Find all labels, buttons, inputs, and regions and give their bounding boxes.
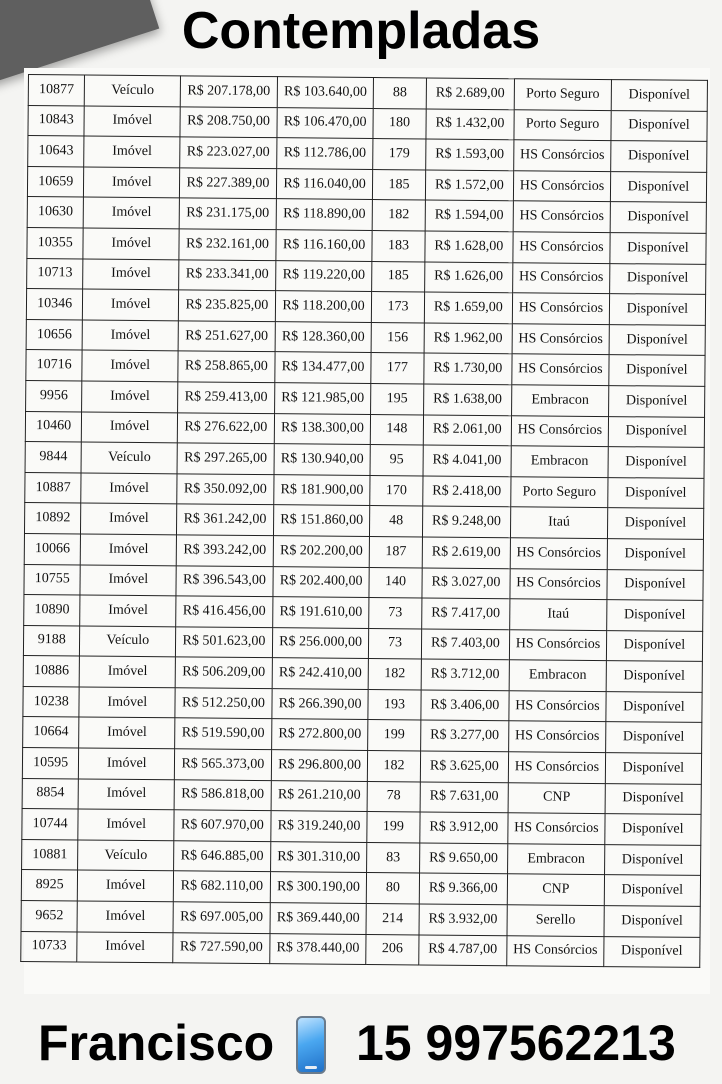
cell-installment-value: R$ 7.417,00 [421, 598, 510, 629]
cell-quota-id: 10630 [27, 197, 84, 228]
cell-installments-count: 140 [369, 567, 421, 598]
cell-installments-count: 83 [367, 842, 419, 873]
cell-status: Disponível [609, 263, 705, 294]
cell-installments-count: 199 [367, 812, 419, 843]
cell-entry-value: R$ 301.310,00 [270, 841, 367, 872]
cell-administrator: Embracon [511, 446, 608, 477]
cell-administrator: HS Consórcios [510, 629, 607, 660]
cell-installment-value: R$ 1.572,00 [425, 170, 514, 201]
cell-entry-value: R$ 116.040,00 [276, 168, 373, 199]
cell-status: Disponível [604, 906, 700, 937]
cell-status: Disponível [610, 141, 706, 172]
cell-entry-value: R$ 130.940,00 [274, 444, 371, 475]
cell-installment-value: R$ 3.027,00 [422, 567, 511, 598]
cell-status: Disponível [608, 447, 704, 478]
cell-credit-value: R$ 208.750,00 [180, 106, 277, 137]
cell-installments-count: 199 [368, 720, 420, 751]
contact-phone: 15 997562213 [356, 1015, 676, 1071]
cell-status: Disponível [608, 477, 704, 508]
cell-installments-count: 183 [372, 230, 424, 261]
cell-type: Imóvel [80, 656, 176, 687]
cell-installments-count: 180 [373, 108, 425, 139]
cell-entry-value: R$ 138.300,00 [274, 413, 371, 444]
cell-credit-value: R$ 727.590,00 [173, 932, 270, 963]
cell-status: Disponível [605, 753, 701, 784]
cell-installment-value: R$ 1.432,00 [426, 109, 515, 140]
cell-type: Imóvel [80, 595, 176, 626]
cell-installment-value: R$ 1.628,00 [424, 231, 513, 262]
cell-installments-count: 195 [371, 383, 423, 414]
cell-entry-value: R$ 103.640,00 [277, 77, 374, 108]
cell-installment-value: R$ 1.638,00 [423, 384, 512, 415]
cell-type: Imóvel [82, 381, 178, 412]
cell-quota-id: 10892 [24, 503, 81, 534]
cell-installment-value: R$ 4.041,00 [423, 445, 512, 476]
cell-administrator: Embracon [508, 844, 605, 875]
cell-administrator: HS Consórcios [510, 538, 607, 569]
cell-entry-value: R$ 191.610,00 [272, 597, 369, 628]
cell-quota-id: 10066 [24, 533, 81, 564]
cell-administrator: CNP [507, 874, 604, 905]
cell-quota-id: 10355 [27, 227, 84, 258]
cell-administrator: HS Consórcios [514, 140, 611, 171]
cell-type: Imóvel [79, 748, 175, 779]
cell-status: Disponível [609, 324, 705, 355]
cell-credit-value: R$ 519.590,00 [175, 718, 272, 749]
cell-installment-value: R$ 1.626,00 [424, 262, 513, 293]
cell-quota-id: 9844 [25, 442, 82, 473]
cell-installments-count: 173 [372, 292, 424, 323]
cell-quota-id: 10656 [26, 319, 83, 350]
cell-quota-id: 10643 [28, 136, 85, 167]
cell-type: Imóvel [82, 350, 178, 381]
cell-administrator: HS Consórcios [514, 171, 611, 202]
cell-credit-value: R$ 276.622,00 [177, 412, 274, 443]
cell-credit-value: R$ 223.027,00 [180, 137, 277, 168]
cell-installment-value: R$ 3.625,00 [420, 751, 509, 782]
cell-type: Imóvel [84, 106, 180, 137]
cell-installment-value: R$ 9.248,00 [422, 506, 511, 537]
cell-type: Imóvel [84, 167, 180, 198]
cell-quota-id: 9652 [21, 901, 78, 932]
cell-quota-id: 10713 [27, 258, 84, 289]
cell-status: Disponível [605, 814, 701, 845]
cell-quota-id: 10716 [26, 350, 83, 381]
cell-credit-value: R$ 297.265,00 [177, 443, 274, 474]
cell-quota-id: 10877 [28, 75, 85, 106]
cell-installments-count: 177 [371, 353, 423, 384]
cell-entry-value: R$ 119.220,00 [275, 260, 372, 291]
cell-credit-value: R$ 259.413,00 [178, 382, 275, 413]
cell-administrator: HS Consórcios [513, 232, 610, 263]
cell-credit-value: R$ 207.178,00 [180, 76, 277, 107]
cell-entry-value: R$ 106.470,00 [277, 107, 374, 138]
cell-credit-value: R$ 586.818,00 [174, 779, 271, 810]
cell-type: Imóvel [78, 809, 174, 840]
cell-installment-value: R$ 9.366,00 [419, 873, 508, 904]
cell-installment-value: R$ 3.912,00 [419, 812, 508, 843]
cell-type: Imóvel [83, 228, 179, 259]
cell-installments-count: 185 [372, 261, 424, 292]
contact-footer [0, 1010, 722, 1080]
cell-entry-value: R$ 128.360,00 [275, 321, 372, 352]
cell-status: Disponível [604, 844, 700, 875]
cell-entry-value: R$ 296.800,00 [271, 750, 368, 781]
cell-quota-id: 10238 [23, 686, 80, 717]
cell-status: Disponível [611, 80, 707, 111]
cell-installments-count: 182 [368, 751, 420, 782]
cell-entry-value: R$ 151.860,00 [273, 505, 370, 536]
cell-entry-value: R$ 256.000,00 [272, 627, 369, 658]
cell-installments-count: 182 [369, 659, 421, 690]
cell-credit-value: R$ 393.242,00 [176, 535, 273, 566]
cell-credit-value: R$ 251.627,00 [178, 321, 275, 352]
cell-installment-value: R$ 7.631,00 [420, 782, 509, 813]
cell-credit-value: R$ 350.092,00 [177, 474, 274, 505]
cell-quota-id: 10887 [25, 472, 82, 503]
cell-type: Imóvel [81, 534, 177, 565]
cell-credit-value: R$ 227.389,00 [180, 168, 277, 199]
cell-status: Disponível [605, 722, 701, 753]
cell-entry-value: R$ 261.210,00 [271, 780, 368, 811]
cell-quota-id: 10664 [23, 717, 80, 748]
cell-installment-value: R$ 1.659,00 [424, 292, 513, 323]
cell-administrator: Serello [507, 905, 604, 936]
cell-credit-value: R$ 697.005,00 [173, 902, 270, 933]
cell-installments-count: 156 [371, 322, 423, 353]
cell-entry-value: R$ 369.440,00 [270, 903, 367, 934]
cell-administrator: Porto Seguro [514, 109, 611, 140]
cell-installments-count: 214 [366, 904, 418, 935]
cell-status: Disponível [607, 538, 703, 569]
cell-installment-value: R$ 1.594,00 [425, 200, 514, 231]
cell-credit-value: R$ 231.175,00 [179, 198, 276, 229]
cell-administrator: HS Consórcios [507, 935, 604, 966]
cell-credit-value: R$ 258.865,00 [178, 351, 275, 382]
cell-installments-count: 48 [370, 506, 422, 537]
cell-installments-count: 193 [368, 689, 420, 720]
cell-credit-value: R$ 501.623,00 [176, 626, 273, 657]
cell-installment-value: R$ 2.619,00 [422, 537, 511, 568]
cell-entry-value: R$ 378.440,00 [269, 933, 366, 964]
cell-installment-value: R$ 2.418,00 [422, 476, 511, 507]
cell-entry-value: R$ 202.400,00 [273, 566, 370, 597]
cell-type: Imóvel [79, 687, 175, 718]
cell-status: Disponível [606, 600, 702, 631]
cell-status: Disponível [605, 783, 701, 814]
cell-installments-count: 206 [366, 934, 418, 965]
cell-credit-value: R$ 506.209,00 [175, 657, 272, 688]
cell-installments-count: 148 [371, 414, 423, 445]
cell-installments-count: 95 [370, 445, 422, 476]
cell-installments-count: 170 [370, 475, 422, 506]
cell-quota-id: 10744 [22, 809, 79, 840]
cell-status: Disponível [606, 661, 702, 692]
mobile-phone-icon [296, 1016, 326, 1074]
cell-administrator: HS Consórcios [509, 721, 606, 752]
cell-installment-value: R$ 1.593,00 [425, 139, 514, 170]
table-row [21, 931, 700, 968]
cell-type: Imóvel [79, 717, 175, 748]
cell-type: Veículo [85, 75, 181, 106]
cell-credit-value: R$ 607.970,00 [174, 810, 271, 841]
cell-entry-value: R$ 112.786,00 [276, 138, 373, 169]
cell-installment-value: R$ 3.932,00 [419, 904, 508, 935]
cell-type: Imóvel [78, 870, 174, 901]
cell-credit-value: R$ 682.110,00 [173, 871, 270, 902]
quotas-table-body [21, 75, 708, 968]
cell-installments-count: 179 [373, 139, 425, 170]
cell-type: Imóvel [83, 289, 179, 320]
cell-administrator: Itaú [510, 599, 607, 630]
cell-entry-value: R$ 266.390,00 [272, 689, 369, 720]
cell-type: Veículo [78, 840, 174, 871]
cell-type: Imóvel [84, 136, 180, 167]
cell-installments-count: 182 [373, 200, 425, 231]
cell-entry-value: R$ 242.410,00 [272, 658, 369, 689]
cell-quota-id: 10733 [21, 931, 78, 962]
cell-credit-value: R$ 646.885,00 [174, 841, 271, 872]
cell-entry-value: R$ 134.477,00 [275, 352, 372, 383]
cell-status: Disponível [606, 630, 702, 661]
cell-administrator: HS Consórcios [509, 691, 606, 722]
cell-quota-id: 10886 [23, 656, 80, 687]
cell-credit-value: R$ 235.825,00 [178, 290, 275, 321]
cell-quota-id: 10755 [24, 564, 81, 595]
contact-name: Francisco [38, 1015, 275, 1071]
cell-type: Imóvel [79, 779, 175, 810]
quotas-table [20, 74, 708, 968]
cell-administrator: HS Consórcios [510, 568, 607, 599]
cell-quota-id: 10881 [22, 839, 79, 870]
cell-credit-value: R$ 232.161,00 [179, 229, 276, 260]
cell-entry-value: R$ 202.200,00 [273, 536, 370, 567]
cell-status: Disponível [607, 569, 703, 600]
cell-status: Disponível [607, 508, 703, 539]
cell-quota-id: 8925 [21, 870, 78, 901]
cell-installments-count: 73 [369, 628, 421, 659]
cell-status: Disponível [610, 171, 706, 202]
cell-administrator: HS Consórcios [508, 813, 605, 844]
cell-administrator: HS Consórcios [511, 415, 608, 446]
cell-status: Disponível [609, 294, 705, 325]
cell-entry-value: R$ 272.800,00 [271, 719, 368, 750]
cell-type: Imóvel [81, 503, 177, 534]
cell-quota-id: 8854 [22, 778, 79, 809]
cell-quota-id: 10659 [27, 166, 84, 197]
cell-administrator: HS Consórcios [508, 752, 605, 783]
cell-credit-value: R$ 233.341,00 [179, 259, 276, 290]
cell-quota-id: 10890 [24, 595, 81, 626]
cell-type: Imóvel [83, 320, 179, 351]
cell-type: Imóvel [82, 412, 178, 443]
cell-status: Disponível [610, 233, 706, 264]
cell-administrator: HS Consórcios [513, 262, 610, 293]
cell-installment-value: R$ 3.712,00 [421, 659, 510, 690]
cell-installment-value: R$ 9.650,00 [419, 843, 508, 874]
cell-installment-value: R$ 3.277,00 [420, 720, 509, 751]
cell-credit-value: R$ 361.242,00 [177, 504, 274, 535]
cell-installment-value: R$ 4.787,00 [418, 935, 507, 966]
cell-administrator: HS Consórcios [512, 293, 609, 324]
cell-quota-id: 10346 [26, 289, 83, 320]
cell-installments-count: 73 [369, 598, 421, 629]
cell-entry-value: R$ 118.200,00 [275, 291, 372, 322]
cell-administrator: HS Consórcios [513, 201, 610, 232]
cell-status: Disponível [609, 355, 705, 386]
cell-installment-value: R$ 2.689,00 [426, 78, 515, 109]
cell-installment-value: R$ 3.406,00 [420, 690, 509, 721]
cell-entry-value: R$ 121.985,00 [274, 383, 371, 414]
cell-type: Veículo [81, 442, 177, 473]
cell-quota-id: 10843 [28, 105, 85, 136]
cell-entry-value: R$ 118.890,00 [276, 199, 373, 230]
cell-installments-count: 187 [370, 536, 422, 567]
cell-administrator: Porto Seguro [514, 79, 611, 110]
cell-installment-value: R$ 7.403,00 [421, 629, 510, 660]
cell-installments-count: 88 [374, 78, 426, 109]
cell-entry-value: R$ 319.240,00 [271, 811, 368, 842]
cell-installment-value: R$ 2.061,00 [423, 414, 512, 445]
cell-installments-count: 185 [373, 169, 425, 200]
cell-type: Imóvel [77, 932, 173, 963]
cell-quota-id: 9188 [23, 625, 80, 656]
cell-type: Veículo [80, 626, 176, 657]
cell-credit-value: R$ 512.250,00 [175, 688, 272, 719]
cell-status: Disponível [604, 875, 700, 906]
cell-status: Disponível [604, 936, 700, 967]
cell-credit-value: R$ 396.543,00 [176, 565, 273, 596]
cell-administrator: HS Consórcios [512, 354, 609, 385]
cell-administrator: Porto Seguro [511, 476, 608, 507]
cell-status: Disponível [606, 691, 702, 722]
cell-quota-id: 10595 [22, 748, 79, 779]
cell-status: Disponível [610, 202, 706, 233]
cell-installment-value: R$ 1.730,00 [423, 353, 512, 384]
cell-administrator: Itaú [511, 507, 608, 538]
cell-quota-id: 10460 [25, 411, 82, 442]
cell-administrator: Embracon [512, 385, 609, 416]
cell-administrator: Embracon [509, 660, 606, 691]
cell-administrator: HS Consórcios [512, 323, 609, 354]
cell-type: Imóvel [84, 197, 180, 228]
page-title: Contempladas [181, 2, 541, 60]
cell-type: Imóvel [81, 473, 177, 504]
cell-status: Disponível [608, 386, 704, 417]
cell-status: Disponível [608, 416, 704, 447]
cell-installments-count: 80 [367, 873, 419, 904]
cell-entry-value: R$ 300.190,00 [270, 872, 367, 903]
cell-installment-value: R$ 1.962,00 [424, 323, 513, 354]
cell-credit-value: R$ 565.373,00 [174, 749, 271, 780]
cell-credit-value: R$ 416.456,00 [176, 596, 273, 627]
cell-type: Imóvel [83, 259, 179, 290]
cell-administrator: CNP [508, 782, 605, 813]
cell-type: Imóvel [80, 564, 176, 595]
cell-installments-count: 78 [367, 781, 419, 812]
cell-type: Imóvel [77, 901, 173, 932]
cell-entry-value: R$ 181.900,00 [273, 474, 370, 505]
cell-entry-value: R$ 116.160,00 [276, 230, 373, 261]
cell-status: Disponível [611, 110, 707, 141]
cell-quota-id: 9956 [26, 380, 83, 411]
